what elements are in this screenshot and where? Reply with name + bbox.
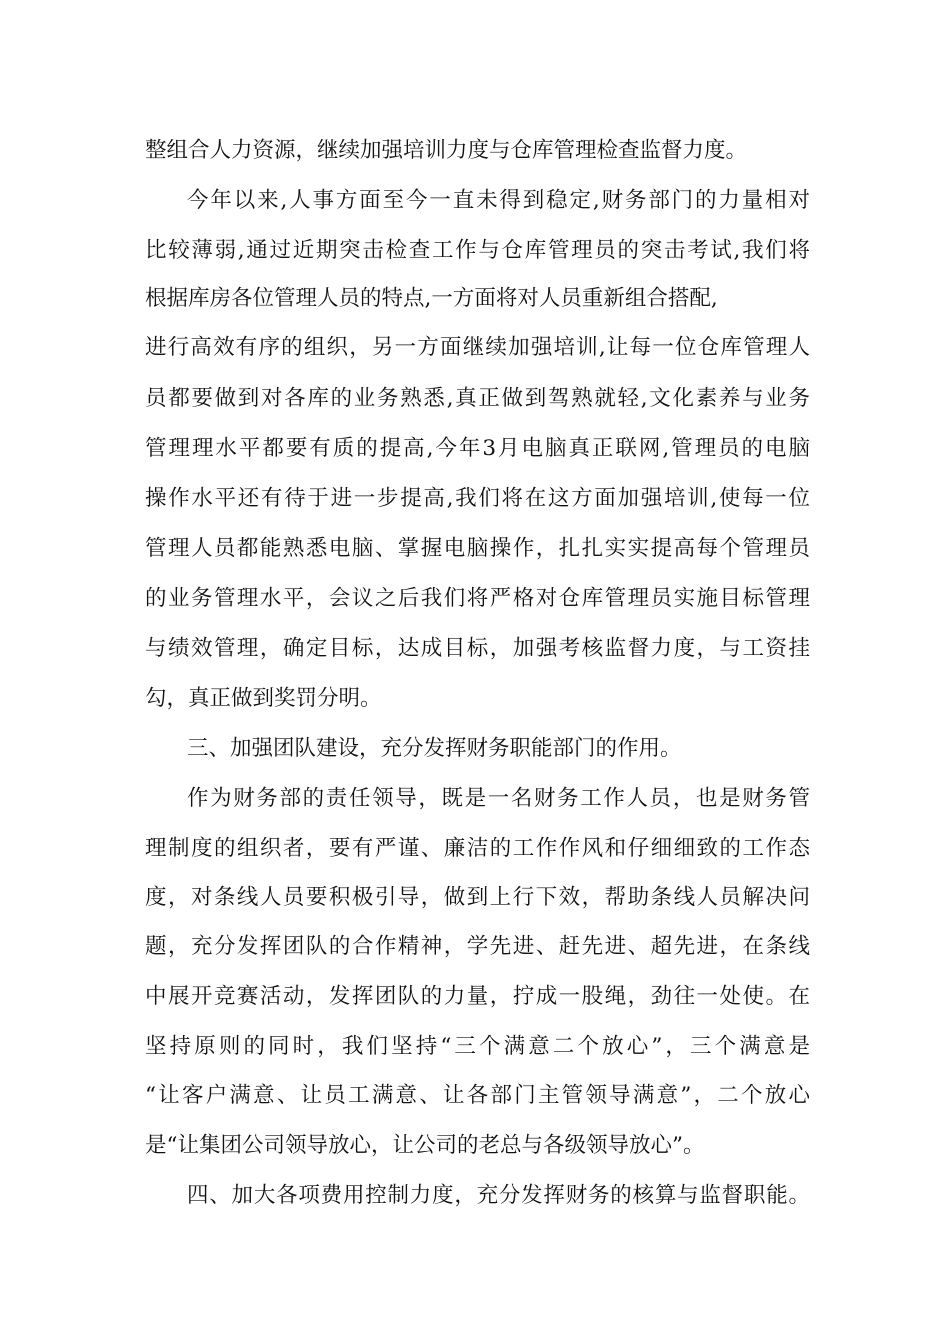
text-line-9: 管理人员都能熟悉电脑、掌握电脑操作，扎扎实实提高每个管理员 [145,536,810,561]
text-line-15: 理制度的组织者，要有严谨、廉洁的工作作风和仔细细致的工作态 [145,836,810,861]
text-line-20: “让客户满意、让员工满意、让各部门主管领导满意”，二个放心 [145,1083,810,1108]
section-heading-4: 四、加大各项费用控制力度，充分发挥财务的核算与监督职能。 [187,1183,810,1208]
text-line-18: 中展开竞赛活动，发挥团队的力量，拧成一股绳，劲往一处使。在 [145,984,810,1009]
text-line-10: 的业务管理水平，会议之后我们将严格对仓库管理员实施目标管理 [145,586,810,611]
text-line-14: 作为财务部的责任领导，既是一名财务工作人员，也是财务管 [187,786,810,811]
text-line-16: 度，对条线人员要积极引导，做到上行下效，帮助条线人员解决问 [145,885,810,910]
text-line-7: 管理理水平都要有质的提高,今年3月电脑真正联网,管理员的电脑 [145,436,810,461]
text-line-6: 员都要做到对各库的业务熟悉,真正做到驾熟就轻,文化素养与业务 [145,386,810,411]
text-line-21: 是“让集团公司领导放心，让公司的老总与各级领导放心”。 [145,1133,705,1158]
text-line-17: 题，充分发挥团队的合作精神，学先进、赶先进、超先进，在条线 [145,934,810,959]
text-line-11: 与绩效管理，确定目标，达成目标，加强考核监督力度，与工资挂 [145,636,810,661]
text-line-2: 今年以来,人事方面至今一直未得到稳定,财务部门的力量相对 [187,188,810,213]
text-line-5: 进行高效有序的组织，另一方面继续加强培训,让每一位仓库管理人 [145,335,810,360]
text-line-1: 整组合人力资源，继续加强培训力度与仓库管理检查监督力度。 [145,138,748,163]
text-line-3: 比较薄弱,通过近期突击检查工作与仓库管理员的突击考试,我们将 [145,238,810,263]
section-heading-3: 三、加强团队建设，充分发挥财务职能部门的作用。 [187,736,682,761]
text-line-4: 根据库房各位管理人员的特点,一方面将对人员重新组合搭配, [145,286,718,311]
text-line-19: 坚持原则的同时，我们坚持“三个满意二个放心”，三个满意是 [145,1034,810,1059]
text-line-8: 操作水平还有待于进一步提高,我们将在这方面加强培训,使每一位 [145,486,810,511]
text-line-12: 勾，真正做到奖罚分明。 [145,686,382,711]
